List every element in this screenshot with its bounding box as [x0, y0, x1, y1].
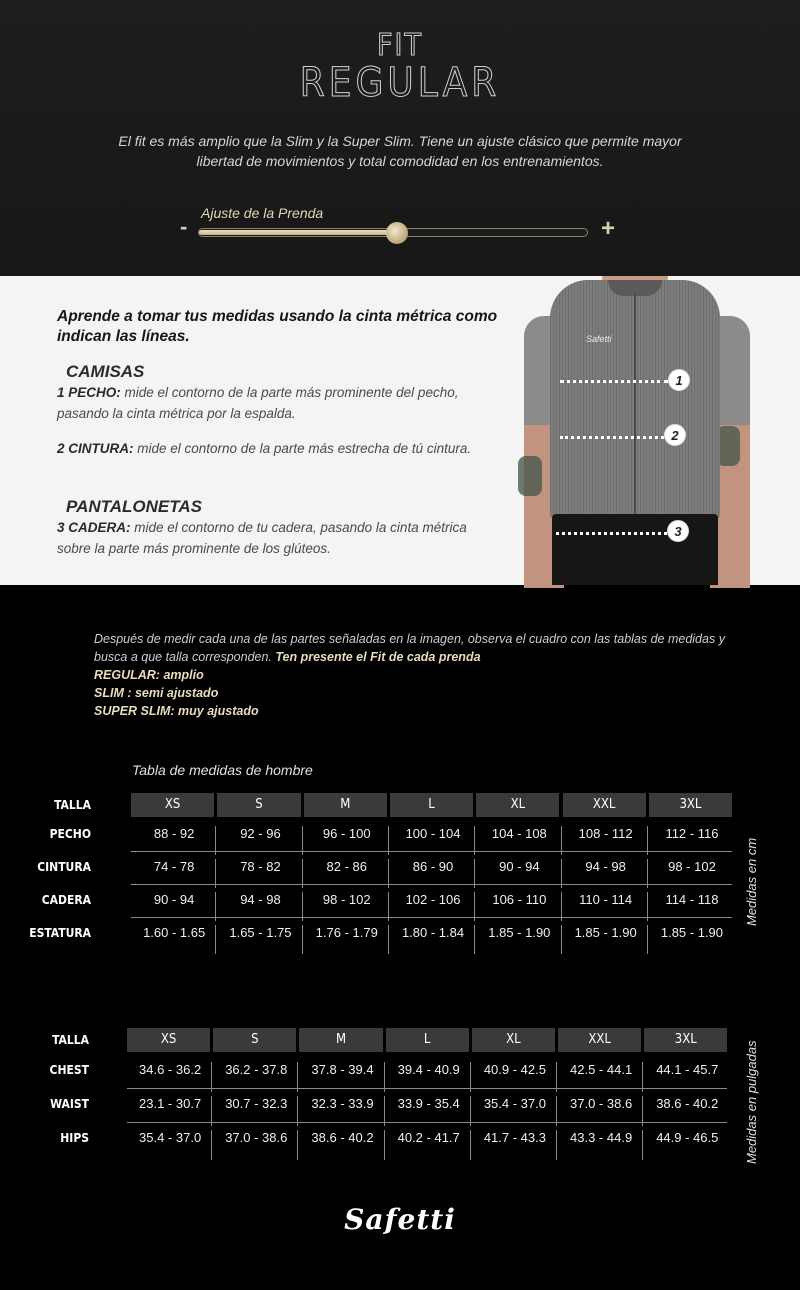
- measurement-guide: [0, 276, 800, 585]
- in-row-label-chest: CHEST: [49, 1063, 89, 1077]
- cm-size-label: TALLA: [54, 798, 91, 812]
- cadera-instruction: [57, 517, 477, 559]
- cintura-text: mide el contorno de la parte más estrecha de tú cintura.: [133, 441, 472, 456]
- jersey-logo: Safetti: [586, 334, 612, 344]
- size-table-title: Tabla de medidas de hombre: [132, 762, 313, 778]
- in-header-3xl: 3XL: [644, 1028, 727, 1052]
- in-col-divider: [384, 1130, 385, 1160]
- in-cell: 35.4 - 37.0: [139, 1130, 202, 1145]
- cm-col-divider: [561, 925, 562, 954]
- cm-cell: 94 - 98: [585, 859, 626, 874]
- in-cell: 37.8 - 39.4: [311, 1062, 374, 1077]
- cintura-instruction: [57, 438, 477, 459]
- in-cell: 42.5 - 44.1: [570, 1062, 633, 1077]
- in-cell: 23.1 - 30.7: [139, 1096, 202, 1111]
- cm-cell: 92 - 96: [240, 826, 281, 841]
- cm-col-divider: [388, 925, 389, 954]
- cm-cell: 74 - 78: [153, 859, 195, 874]
- fit-slider: [198, 228, 588, 237]
- cm-cell: 94 - 98: [240, 892, 281, 907]
- in-col-divider: [642, 1130, 643, 1160]
- cm-cell: 82 - 86: [326, 859, 367, 874]
- cm-header-xs: XS: [131, 793, 214, 817]
- in-col-divider: [470, 1130, 471, 1160]
- cadera-label: 3 CADERA:: [57, 520, 131, 535]
- in-row-divider: [127, 1122, 727, 1123]
- size-info-text: [94, 630, 734, 666]
- cm-unit-label: Medidas en cm: [744, 837, 759, 926]
- marker-2: 2: [664, 424, 686, 446]
- in-cell: 40.9 - 42.5: [483, 1062, 546, 1077]
- inches-unit-label: Medidas en pulgadas: [744, 1040, 759, 1164]
- cm-row-divider: [131, 884, 732, 885]
- in-header-xl: XL: [472, 1028, 555, 1052]
- cm-cell: 98 - 102: [668, 859, 716, 874]
- safetti-logo: Safetti: [344, 1203, 456, 1236]
- cm-cell: 108 - 112: [578, 826, 633, 841]
- in-cell: 41.7 - 43.3: [483, 1130, 546, 1145]
- cm-row-divider: [131, 917, 732, 918]
- cm-row-divider: [131, 851, 732, 852]
- in-cell: 43.3 - 44.9: [570, 1130, 633, 1145]
- cm-row-label-cadera: CADERA: [41, 893, 91, 907]
- pantalonetas-title: PANTALONETAS: [66, 497, 202, 516]
- fit-slider-label: Ajuste de la Prenda: [201, 205, 324, 221]
- cm-col-divider: [302, 925, 303, 954]
- in-header-xxl: XXL: [558, 1028, 641, 1052]
- cm-cell: 106 - 110: [492, 892, 547, 907]
- waist-line: [560, 436, 664, 439]
- cm-cell: 86 - 90: [412, 859, 454, 874]
- cm-cell: 88 - 92: [153, 826, 195, 841]
- in-cell: 37.0 - 38.6: [570, 1096, 633, 1111]
- in-cell: 36.2 - 37.8: [225, 1062, 288, 1077]
- cm-cell: 100 - 104: [405, 826, 461, 841]
- marker-3: 3: [667, 520, 689, 542]
- in-cell: 32.3 - 33.9: [311, 1096, 374, 1111]
- hip-line: [556, 532, 667, 535]
- tattoo-left: [518, 456, 542, 496]
- cm-header-3xl: 3XL: [649, 793, 732, 817]
- cm-header-xl: XL: [476, 793, 559, 817]
- fit-title-line1: FIT: [377, 28, 423, 63]
- cm-row-label-estatura: ESTATURA: [29, 926, 91, 940]
- cm-cell: 112 - 116: [665, 826, 719, 841]
- fit-description: El fit es más amplio que la Slim y la Super Slim. Tiene un ajuste clásico que permite mayor libertad de movimientos y total comodidad en los entrenamientos.: [118, 133, 682, 169]
- cm-cell: 98 - 102: [322, 892, 371, 907]
- cm-cell: 114 - 118: [665, 892, 719, 907]
- fit-title-line2: REGULAR: [299, 60, 501, 106]
- in-col-divider: [297, 1130, 298, 1160]
- in-header-m: M: [299, 1028, 382, 1052]
- fit-slim-def: SLIM : semi ajustado: [94, 686, 219, 700]
- plus-icon: +: [601, 215, 616, 242]
- in-cell: 37.0 - 38.6: [225, 1130, 288, 1145]
- in-row-label-hips: HIPS: [60, 1131, 89, 1145]
- in-cell: 33.9 - 35.4: [397, 1096, 460, 1111]
- cm-cell: 90 - 94: [153, 892, 195, 907]
- in-col-divider: [556, 1130, 557, 1160]
- in-cell: 35.4 - 37.0: [483, 1096, 546, 1111]
- chest-line: [560, 380, 668, 383]
- pecho-instruction: [57, 382, 477, 424]
- in-cell: 44.9 - 46.5: [656, 1130, 719, 1145]
- cm-cell: 1.60 - 1.65: [143, 925, 206, 940]
- cm-cell: 90 - 94: [499, 859, 540, 874]
- cm-row-label-pecho: PECHO: [49, 827, 91, 841]
- fit-slider-thumb: [386, 222, 408, 244]
- size-info-highlight: Ten presente el Fit de cada prenda: [275, 650, 481, 664]
- cadera-text: mide el contorno de tu cadera, pasando la cinta métrica sobre la parte más prominente de los glúteos.: [57, 520, 467, 556]
- fit-superslim-def: SUPER SLIM: muy ajustado: [94, 704, 259, 718]
- in-cell: 40.2 - 41.7: [397, 1130, 460, 1145]
- cm-header-xxl: XXL: [563, 793, 646, 817]
- cm-col-divider: [474, 925, 475, 954]
- cm-header-m: M: [304, 793, 387, 817]
- cm-cell: 1.85 - 1.90: [488, 925, 551, 940]
- marker-1: 1: [668, 369, 690, 391]
- cm-cell: 1.76 - 1.79: [315, 925, 378, 940]
- pecho-text: mide el contorno de la parte más prominente del pecho, pasando la cinta métrica por la espalda.: [57, 385, 459, 421]
- in-cell: 39.4 - 40.9: [397, 1062, 460, 1077]
- jersey-zip: [634, 294, 636, 516]
- in-row-label-waist: WAIST: [50, 1097, 89, 1111]
- cm-cell: 1.85 - 1.90: [574, 925, 637, 940]
- cintura-label: 2 CINTURA:: [57, 441, 134, 456]
- jersey-model-image: [520, 276, 750, 585]
- shorts: [552, 514, 718, 585]
- in-size-label: TALLA: [52, 1033, 89, 1047]
- fit-slider-fill: [199, 230, 397, 235]
- in-cell: 38.6 - 40.2: [656, 1096, 719, 1111]
- cm-header-s: S: [217, 793, 300, 817]
- cm-cell: 102 - 106: [405, 892, 461, 907]
- fit-regular-def: REGULAR: amplio: [94, 668, 204, 682]
- cm-cell: 1.80 - 1.84: [401, 925, 465, 940]
- camisas-title: CAMISAS: [66, 362, 145, 381]
- cm-cell: 96 - 100: [322, 826, 371, 841]
- cm-row-label-cintura: CINTURA: [37, 860, 91, 874]
- minus-icon: -: [180, 214, 188, 239]
- in-cell: 30.7 - 32.3: [225, 1096, 288, 1111]
- in-header-xs: XS: [127, 1028, 210, 1052]
- cm-cell: 78 - 82: [240, 859, 281, 874]
- cm-header-l: L: [390, 793, 473, 817]
- fit-header: [0, 0, 800, 276]
- in-row-divider: [127, 1088, 727, 1089]
- cm-col-divider: [215, 925, 216, 954]
- cm-cell: 1.85 - 1.90: [660, 925, 724, 940]
- in-cell: 38.6 - 40.2: [311, 1130, 374, 1145]
- cm-cell: 110 - 114: [579, 892, 633, 907]
- in-cell: 44.1 - 45.7: [656, 1062, 719, 1077]
- pecho-label: 1 PECHO:: [57, 385, 121, 400]
- measure-heading: Aprende a tomar tus medidas usando la cinta métrica como indican las líneas.: [57, 308, 498, 345]
- cm-cell: 1.65 - 1.75: [229, 925, 292, 940]
- cm-cell: 104 - 108: [491, 826, 547, 841]
- cm-col-divider: [647, 925, 648, 954]
- in-cell: 34.6 - 36.2: [139, 1062, 202, 1077]
- in-col-divider: [211, 1130, 212, 1160]
- in-header-l: L: [386, 1028, 469, 1052]
- size-info-body: Después de medir cada una de las partes señaladas en la imagen, observa el cuadro con las tablas de medidas y busca a que talla corresponden.: [94, 632, 725, 664]
- in-header-s: S: [213, 1028, 296, 1052]
